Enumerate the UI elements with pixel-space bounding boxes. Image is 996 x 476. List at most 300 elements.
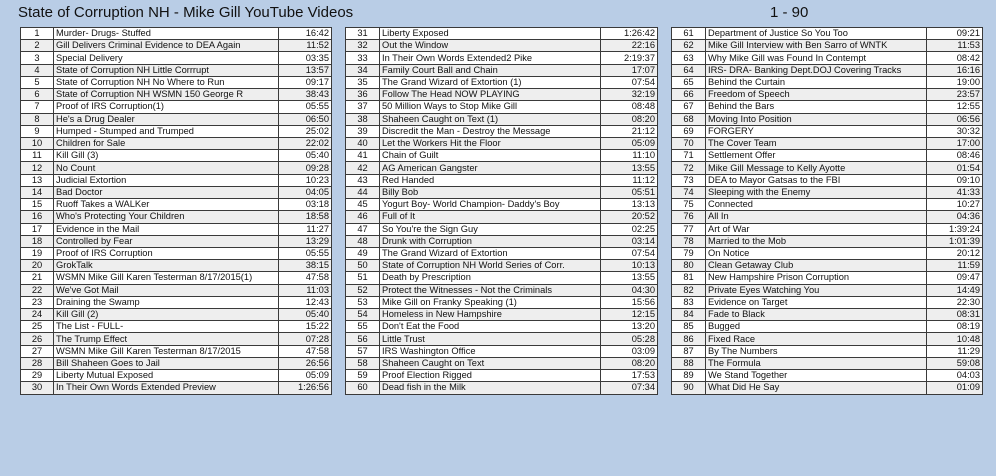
- video-row[interactable]: [672, 247, 983, 259]
- video-title[interactable]: Mike Gill on Franky Speaking (1): [380, 296, 601, 308]
- video-title[interactable]: Discredit the Man - Destroy the Message: [380, 125, 601, 137]
- video-title[interactable]: IRS Washington Office: [380, 345, 601, 357]
- video-number: 12: [21, 162, 54, 174]
- video-title[interactable]: No Count: [54, 162, 279, 174]
- video-title[interactable]: Yogurt Boy- World Champion- Daddy's Boy: [380, 199, 601, 211]
- video-title[interactable]: IRS- DRA- Banking Dept.DOJ Covering Tracks: [706, 64, 927, 76]
- video-title[interactable]: Mike Gill Message to Kelly Ayotte: [706, 162, 927, 174]
- video-title[interactable]: Little Trust: [380, 333, 601, 345]
- video-duration: 05:55: [279, 247, 332, 259]
- video-title[interactable]: Why Mike Gill was Found In Contempt: [706, 52, 927, 64]
- video-title[interactable]: GrokTalk: [54, 260, 279, 272]
- video-row[interactable]: [21, 260, 332, 272]
- video-title[interactable]: Behind the Curtain: [706, 76, 927, 88]
- video-title[interactable]: Red Handed: [380, 174, 601, 186]
- video-number: 15: [21, 199, 54, 211]
- video-number: 41: [346, 150, 380, 162]
- video-row[interactable]: [346, 309, 658, 321]
- video-title[interactable]: Judicial Extortion: [54, 174, 279, 186]
- video-number: 44: [346, 186, 380, 198]
- video-number: 64: [672, 64, 706, 76]
- video-duration: 07:28: [279, 333, 332, 345]
- video-number: 26: [21, 333, 54, 345]
- video-title[interactable]: Protect the Witnesses - Not the Criminals: [380, 284, 601, 296]
- video-duration: 08:20: [601, 357, 658, 369]
- video-duration: 08:46: [927, 150, 983, 162]
- video-duration: 22:02: [279, 137, 332, 149]
- video-title[interactable]: Proof of IRS Corruption: [54, 247, 279, 259]
- video-duration: 21:12: [601, 125, 658, 137]
- video-row[interactable]: [21, 321, 332, 333]
- video-duration: 09:10: [927, 174, 983, 186]
- video-title[interactable]: Moving Into Position: [706, 113, 927, 125]
- video-title[interactable]: Bugged: [706, 321, 927, 333]
- video-row[interactable]: [21, 28, 332, 40]
- video-title[interactable]: Kill Gill (3): [54, 150, 279, 162]
- video-number: 22: [21, 284, 54, 296]
- video-duration: 09:21: [927, 28, 983, 40]
- video-title[interactable]: Private Eyes Watching You: [706, 284, 927, 296]
- video-row[interactable]: [672, 28, 983, 40]
- video-number: 3: [21, 52, 54, 64]
- video-duration: 12:55: [927, 101, 983, 113]
- video-title[interactable]: Fixed Race: [706, 333, 927, 345]
- video-title[interactable]: Drunk with Corruption: [380, 235, 601, 247]
- video-number: 29: [21, 370, 54, 382]
- video-duration: 32:19: [601, 89, 658, 101]
- video-row[interactable]: [21, 101, 332, 113]
- video-row[interactable]: [672, 296, 983, 308]
- video-row[interactable]: [346, 28, 658, 40]
- video-title[interactable]: Murder- Drugs- Stuffed: [54, 28, 279, 40]
- video-row[interactable]: [346, 40, 658, 52]
- video-row[interactable]: [672, 272, 983, 284]
- video-duration: 30:32: [927, 125, 983, 137]
- video-row[interactable]: [21, 52, 332, 64]
- video-title[interactable]: Out the Window: [380, 40, 601, 52]
- video-number: 60: [346, 382, 380, 394]
- video-title[interactable]: 50 Million Ways to Stop Mike Gill: [380, 101, 601, 113]
- video-title[interactable]: State of Corruption NH World Series of Corr.: [380, 260, 601, 272]
- page-title: State of Corruption NH - Mike Gill YouTube Videos: [18, 4, 354, 21]
- video-number: 55: [346, 321, 380, 333]
- video-duration: 04:05: [279, 186, 332, 198]
- video-duration: 13:57: [279, 64, 332, 76]
- video-row[interactable]: [346, 357, 658, 369]
- video-row[interactable]: [21, 247, 332, 259]
- video-number: 63: [672, 52, 706, 64]
- video-row[interactable]: [346, 260, 658, 272]
- video-duration: 15:56: [601, 296, 658, 308]
- video-number: 54: [346, 309, 380, 321]
- video-title[interactable]: Ruoff Takes a WALKer: [54, 199, 279, 211]
- video-duration: 11:10: [601, 150, 658, 162]
- video-duration: 17:53: [601, 370, 658, 382]
- video-title[interactable]: Proof of IRS Corruption(1): [54, 101, 279, 113]
- video-duration: 05:40: [279, 309, 332, 321]
- video-title[interactable]: Connected: [706, 199, 927, 211]
- video-duration: 16:16: [927, 64, 983, 76]
- video-row[interactable]: [346, 89, 658, 101]
- video-duration: 20:52: [601, 211, 658, 223]
- video-title[interactable]: The Formula: [706, 357, 927, 369]
- video-title[interactable]: Freedom of Speech: [706, 89, 927, 101]
- video-duration: 17:00: [927, 137, 983, 149]
- video-number: 14: [21, 186, 54, 198]
- video-number: 38: [346, 113, 380, 125]
- video-title[interactable]: Liberty Exposed: [380, 28, 601, 40]
- video-duration: 11:12: [601, 174, 658, 186]
- video-number: 10: [21, 137, 54, 149]
- video-title[interactable]: WSMN Mike Gill Karen Testerman 8/17/2015: [54, 345, 279, 357]
- video-duration: 07:54: [601, 76, 658, 88]
- video-title[interactable]: Kill Gill (2): [54, 309, 279, 321]
- video-title[interactable]: Shaheen Caught on Text (1): [380, 113, 601, 125]
- video-row[interactable]: [346, 101, 658, 113]
- video-number: 82: [672, 284, 706, 296]
- video-duration: 26:56: [279, 357, 332, 369]
- video-title[interactable]: Special Delivery: [54, 52, 279, 64]
- video-duration: 05:28: [601, 333, 658, 345]
- video-number: 80: [672, 260, 706, 272]
- video-number: 37: [346, 101, 380, 113]
- video-row[interactable]: [21, 89, 332, 101]
- video-duration: 04:30: [601, 284, 658, 296]
- video-title[interactable]: Billy Bob: [380, 186, 601, 198]
- video-number: 1: [21, 28, 54, 40]
- video-title[interactable]: Children for Sale: [54, 137, 279, 149]
- video-duration: 06:56: [927, 113, 983, 125]
- video-row[interactable]: [672, 199, 983, 211]
- video-number: 36: [346, 89, 380, 101]
- video-title[interactable]: Department of Justice So You Too: [706, 28, 927, 40]
- video-row[interactable]: [346, 186, 658, 198]
- video-title[interactable]: Liberty Mutual Exposed: [54, 370, 279, 382]
- video-number: 49: [346, 247, 380, 259]
- video-number: 84: [672, 309, 706, 321]
- video-number: 53: [346, 296, 380, 308]
- video-number: 73: [672, 174, 706, 186]
- video-duration: 38:15: [279, 260, 332, 272]
- video-title[interactable]: Homeless in New Hampshire: [380, 309, 601, 321]
- video-row[interactable]: [346, 150, 658, 162]
- video-number: 5: [21, 76, 54, 88]
- video-title[interactable]: Settlement Offer: [706, 150, 927, 162]
- video-row[interactable]: [672, 76, 983, 88]
- video-title[interactable]: Don't Eat the Food: [380, 321, 601, 333]
- video-row[interactable]: [21, 382, 332, 394]
- video-row[interactable]: [672, 113, 983, 125]
- video-row[interactable]: [346, 76, 658, 88]
- video-title[interactable]: Mike Gill Interview with Ben Sarro of WNTK: [706, 40, 927, 52]
- video-title[interactable]: Fade to Black: [706, 309, 927, 321]
- video-row[interactable]: [346, 223, 658, 235]
- video-row[interactable]: [21, 137, 332, 149]
- video-row[interactable]: [346, 52, 658, 64]
- video-row[interactable]: [672, 321, 983, 333]
- video-row[interactable]: [672, 284, 983, 296]
- video-title[interactable]: We've Got Mail: [54, 284, 279, 296]
- video-row[interactable]: [21, 333, 332, 345]
- video-title[interactable]: Follow The Head NOW PLAYING: [380, 89, 601, 101]
- video-row[interactable]: [21, 174, 332, 186]
- video-title[interactable]: Controlled by Fear: [54, 235, 279, 247]
- video-duration: 09:17: [279, 76, 332, 88]
- video-row[interactable]: [346, 211, 658, 223]
- video-number: 13: [21, 174, 54, 186]
- video-title[interactable]: Art of War: [706, 223, 927, 235]
- video-duration: 59:08: [927, 357, 983, 369]
- video-title[interactable]: Bill Shaheen Goes to Jail: [54, 357, 279, 369]
- video-row[interactable]: [672, 162, 983, 174]
- video-row[interactable]: [672, 40, 983, 52]
- video-row[interactable]: [672, 64, 983, 76]
- video-title[interactable]: By The Numbers: [706, 345, 927, 357]
- video-title[interactable]: FORGERY: [706, 125, 927, 137]
- video-title[interactable]: He's a Drug Dealer: [54, 113, 279, 125]
- video-row[interactable]: [21, 40, 332, 52]
- video-title[interactable]: Sleeping with the Enemy: [706, 186, 927, 198]
- video-row[interactable]: [672, 382, 983, 394]
- video-number: 43: [346, 174, 380, 186]
- video-title[interactable]: The Cover Team: [706, 137, 927, 149]
- video-row[interactable]: [346, 247, 658, 259]
- video-number: 45: [346, 199, 380, 211]
- video-number: 65: [672, 76, 706, 88]
- video-duration: 41:33: [927, 186, 983, 198]
- video-row[interactable]: [346, 125, 658, 137]
- video-number: 32: [346, 40, 380, 52]
- video-row[interactable]: [21, 296, 332, 308]
- video-title[interactable]: Humped - Stumped and Trumped: [54, 125, 279, 137]
- video-row[interactable]: [346, 199, 658, 211]
- video-row[interactable]: [346, 382, 658, 394]
- video-row[interactable]: [21, 345, 332, 357]
- video-duration: 01:54: [927, 162, 983, 174]
- video-duration: 11:53: [927, 40, 983, 52]
- video-duration: 1:26:56: [279, 382, 332, 394]
- video-duration: 13:13: [601, 199, 658, 211]
- video-number: 23: [21, 296, 54, 308]
- video-duration: 03:09: [601, 345, 658, 357]
- video-row[interactable]: [672, 333, 983, 345]
- video-number: 30: [21, 382, 54, 394]
- video-duration: 20:12: [927, 247, 983, 259]
- video-number: 34: [346, 64, 380, 76]
- video-row[interactable]: [346, 345, 658, 357]
- video-title[interactable]: Draining the Swamp: [54, 296, 279, 308]
- video-title[interactable]: New Hampshire Prison Corruption: [706, 272, 927, 284]
- video-duration: 11:59: [927, 260, 983, 272]
- video-row[interactable]: [672, 345, 983, 357]
- video-row[interactable]: [21, 76, 332, 88]
- video-number: 21: [21, 272, 54, 284]
- video-row[interactable]: [672, 223, 983, 235]
- video-row[interactable]: [672, 150, 983, 162]
- video-row[interactable]: [21, 199, 332, 211]
- video-title[interactable]: Family Court Ball and Chain: [380, 64, 601, 76]
- video-title[interactable]: The Trump Effect: [54, 333, 279, 345]
- video-duration: 47:58: [279, 345, 332, 357]
- video-row[interactable]: [21, 272, 332, 284]
- video-duration: 13:55: [601, 272, 658, 284]
- video-title[interactable]: Full of It: [380, 211, 601, 223]
- video-title[interactable]: We Stand Together: [706, 370, 927, 382]
- video-row[interactable]: [672, 309, 983, 321]
- video-title[interactable]: AG American Gangster: [380, 162, 601, 174]
- video-row[interactable]: [672, 370, 983, 382]
- video-title[interactable]: DEA to Mayor Gatsas to the FBI: [706, 174, 927, 186]
- video-number: 77: [672, 223, 706, 235]
- video-duration: 25:02: [279, 125, 332, 137]
- video-duration: 05:55: [279, 101, 332, 113]
- video-table-1-30: [20, 27, 332, 395]
- video-row[interactable]: [346, 321, 658, 333]
- video-title[interactable]: Behind the Bars: [706, 101, 927, 113]
- video-row[interactable]: [672, 125, 983, 137]
- video-row[interactable]: [21, 162, 332, 174]
- video-title[interactable]: Who's Protecting Your Children: [54, 211, 279, 223]
- video-row[interactable]: [346, 272, 658, 284]
- video-row[interactable]: [672, 186, 983, 198]
- video-row[interactable]: [346, 370, 658, 382]
- video-row[interactable]: [21, 370, 332, 382]
- video-number: 83: [672, 296, 706, 308]
- video-duration: 1:39:24: [927, 223, 983, 235]
- video-number: 20: [21, 260, 54, 272]
- video-duration: 07:34: [601, 382, 658, 394]
- video-row[interactable]: [21, 223, 332, 235]
- video-number: 50: [346, 260, 380, 272]
- video-row[interactable]: [672, 137, 983, 149]
- video-row[interactable]: [346, 137, 658, 149]
- video-title[interactable]: Evidence on Target: [706, 296, 927, 308]
- video-title[interactable]: In Their Own Words Extended2 Pike: [380, 52, 601, 64]
- video-duration: 08:42: [927, 52, 983, 64]
- video-table-31-60: [345, 27, 658, 395]
- video-row[interactable]: [21, 125, 332, 137]
- video-row[interactable]: [346, 235, 658, 247]
- video-title[interactable]: Shaheen Caught on Text: [380, 357, 601, 369]
- video-number: 71: [672, 150, 706, 162]
- video-row[interactable]: [672, 52, 983, 64]
- video-number: 33: [346, 52, 380, 64]
- video-title[interactable]: WSMN Mike Gill Karen Testerman 8/17/2015(1): [54, 272, 279, 284]
- video-row[interactable]: [21, 235, 332, 247]
- video-title[interactable]: The List - FULL-: [54, 321, 279, 333]
- video-title[interactable]: All In: [706, 211, 927, 223]
- video-number: 67: [672, 101, 706, 113]
- video-number: 78: [672, 235, 706, 247]
- video-number: 61: [672, 28, 706, 40]
- video-duration: 03:35: [279, 52, 332, 64]
- video-title[interactable]: Dead fish in the Milk: [380, 382, 601, 394]
- video-duration: 02:25: [601, 223, 658, 235]
- video-row[interactable]: [346, 64, 658, 76]
- video-row[interactable]: [21, 113, 332, 125]
- video-title[interactable]: Gill Delivers Criminal Evidence to DEA Again: [54, 40, 279, 52]
- video-title[interactable]: Married to the Mob: [706, 235, 927, 247]
- video-duration: 03:18: [279, 199, 332, 211]
- video-number: 81: [672, 272, 706, 284]
- video-number: 6: [21, 89, 54, 101]
- video-title[interactable]: State of Corruption NH Little Corrrupt: [54, 64, 279, 76]
- video-row[interactable]: [346, 333, 658, 345]
- video-number: 47: [346, 223, 380, 235]
- video-number: 90: [672, 382, 706, 394]
- video-row[interactable]: [21, 309, 332, 321]
- video-duration: 11:03: [279, 284, 332, 296]
- video-row[interactable]: [346, 162, 658, 174]
- video-duration: 01:09: [927, 382, 983, 394]
- video-number: 72: [672, 162, 706, 174]
- video-duration: 16:42: [279, 28, 332, 40]
- video-number: 8: [21, 113, 54, 125]
- video-title[interactable]: Proof Election Rigged: [380, 370, 601, 382]
- video-row[interactable]: [21, 64, 332, 76]
- video-duration: 06:50: [279, 113, 332, 125]
- video-row[interactable]: [21, 150, 332, 162]
- video-row[interactable]: [346, 174, 658, 186]
- video-title[interactable]: So You're the Sign Guy: [380, 223, 601, 235]
- video-title[interactable]: The Grand Wizard of Extortion (1): [380, 76, 601, 88]
- video-duration: 03:14: [601, 235, 658, 247]
- video-number: 2: [21, 40, 54, 52]
- video-number: 89: [672, 370, 706, 382]
- video-title[interactable]: Death by Prescription: [380, 272, 601, 284]
- video-row[interactable]: [21, 357, 332, 369]
- video-title[interactable]: The Grand Wizard of Extortion: [380, 247, 601, 259]
- video-number: 76: [672, 211, 706, 223]
- video-title[interactable]: Clean Getaway Club: [706, 260, 927, 272]
- video-duration: 11:29: [927, 345, 983, 357]
- video-title[interactable]: Bad Doctor: [54, 186, 279, 198]
- video-title[interactable]: Evidence in the Mail: [54, 223, 279, 235]
- video-row[interactable]: [672, 260, 983, 272]
- video-title[interactable]: In Their Own Words Extended Preview: [54, 382, 279, 394]
- video-row[interactable]: [672, 174, 983, 186]
- video-title[interactable]: State of Corruption NH No Where to Run: [54, 76, 279, 88]
- video-title[interactable]: Let the Workers Hit the Floor: [380, 137, 601, 149]
- video-number: 58: [346, 357, 380, 369]
- video-duration: 18:58: [279, 211, 332, 223]
- video-row[interactable]: [672, 211, 983, 223]
- video-row[interactable]: [672, 357, 983, 369]
- video-number: 56: [346, 333, 380, 345]
- video-row[interactable]: [346, 284, 658, 296]
- video-row[interactable]: [346, 113, 658, 125]
- video-row[interactable]: [21, 186, 332, 198]
- video-row[interactable]: [672, 235, 983, 247]
- video-title[interactable]: On Notice: [706, 247, 927, 259]
- video-title[interactable]: Chain of Guilt: [380, 150, 601, 162]
- video-number: 48: [346, 235, 380, 247]
- video-row[interactable]: [672, 89, 983, 101]
- video-row[interactable]: [21, 211, 332, 223]
- video-number: 86: [672, 333, 706, 345]
- video-number: 68: [672, 113, 706, 125]
- video-number: 51: [346, 272, 380, 284]
- video-row[interactable]: [672, 101, 983, 113]
- video-row[interactable]: [346, 296, 658, 308]
- video-title[interactable]: What Did He Say: [706, 382, 927, 394]
- video-number: 52: [346, 284, 380, 296]
- video-duration: 08:19: [927, 321, 983, 333]
- video-title[interactable]: State of Corruption NH WSMN 150 George R: [54, 89, 279, 101]
- video-row[interactable]: [21, 284, 332, 296]
- video-table-61-90: [671, 27, 983, 395]
- video-duration: 13:55: [601, 162, 658, 174]
